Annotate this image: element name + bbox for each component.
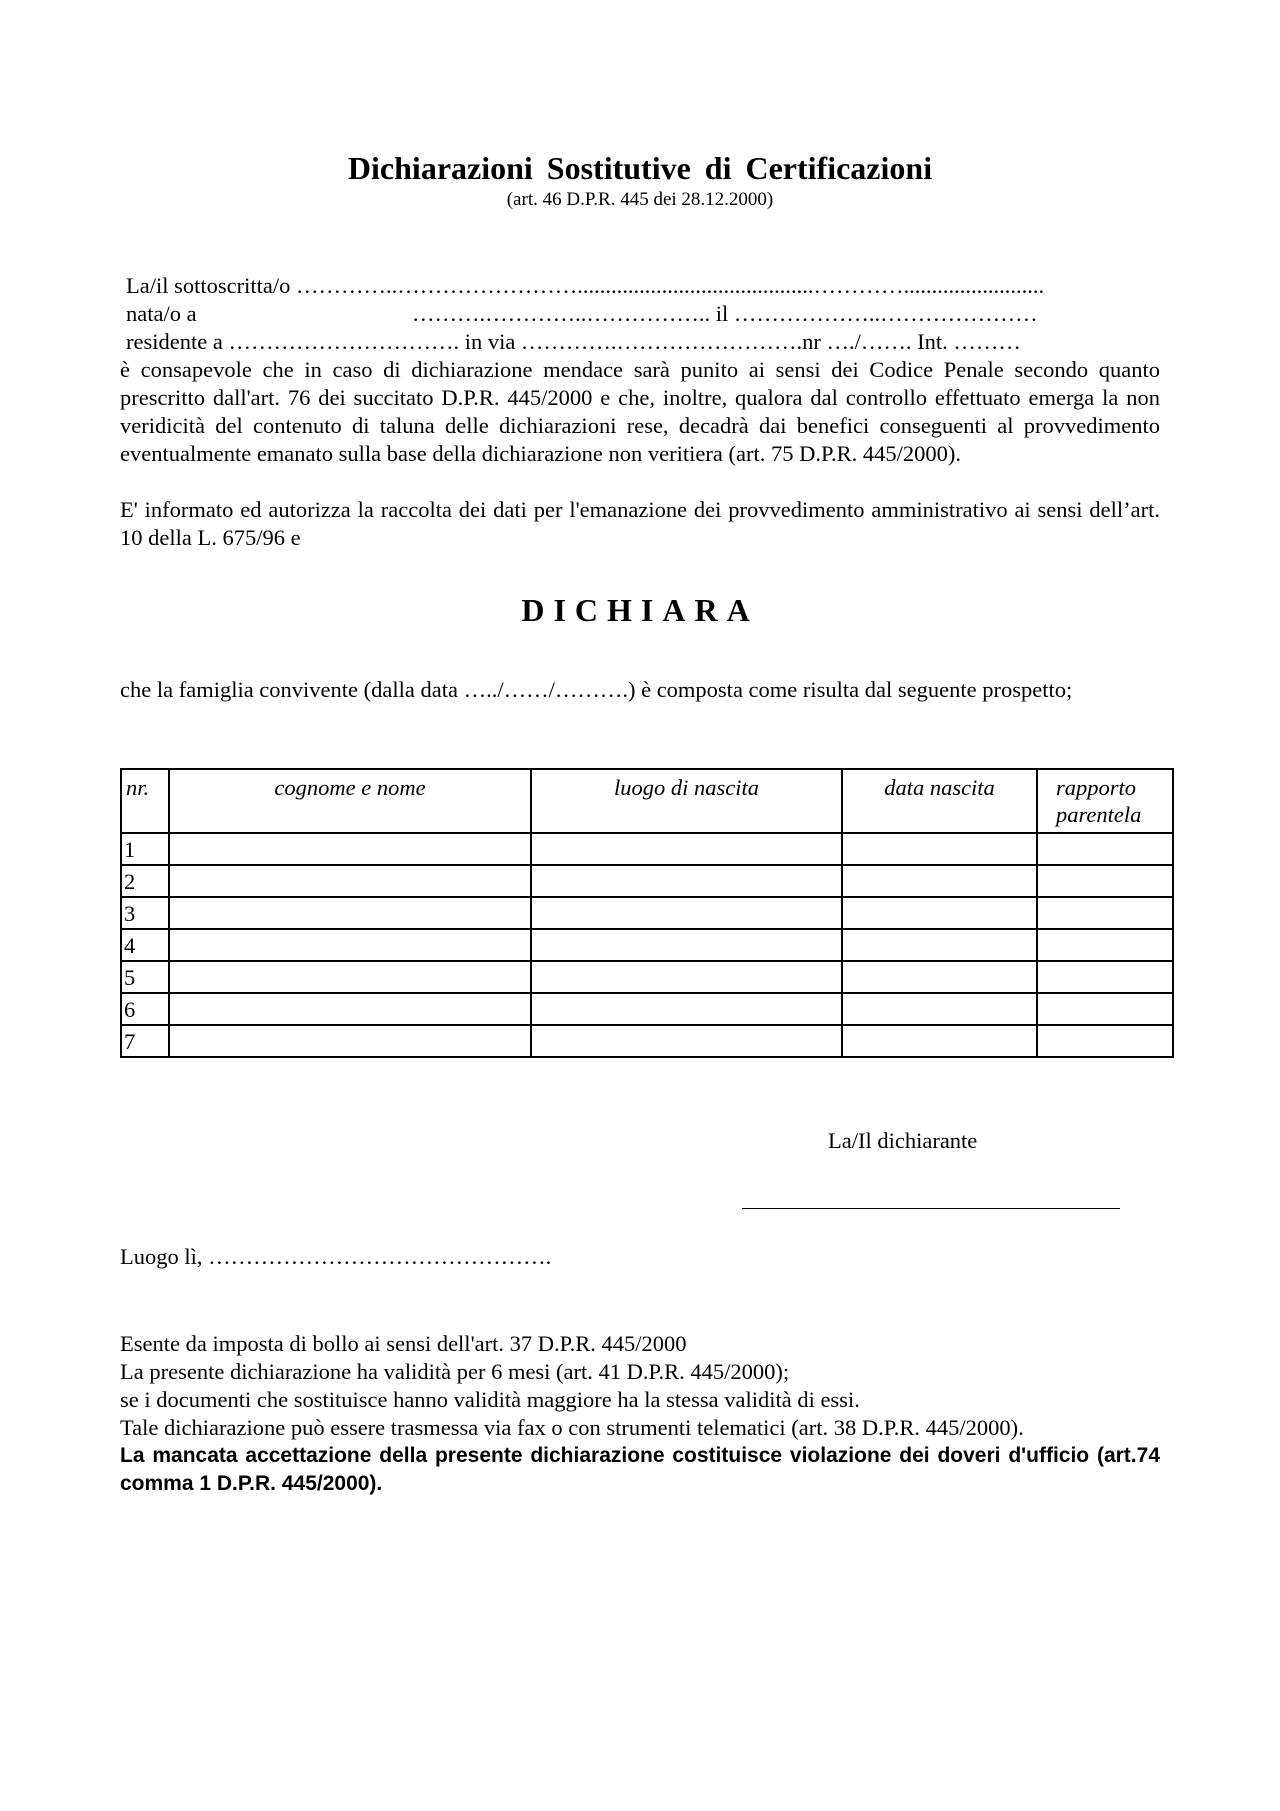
row-number: 4 xyxy=(121,929,169,961)
declaration-paragraph: è consapevole che in caso di dichiarazione mendace sarà punito ai sensi dei Codice Penale secondo quanto prescritto dall'art. 76 dei succitato D.P.R. 445/2000 e che, inoltre, qualora dal controllo effettuato emerga la non veridicità del contenuto di taluna delle dichiarazioni rese, decadrà dai benefici conseguenti al provvedimento eventualmente emanato sulla base della dichiarazione non veritiera (art. 75 D.P.R. 445/2000). xyxy=(120,357,1160,466)
family-table xyxy=(120,768,1174,1058)
cell-data-nascita[interactable] xyxy=(842,961,1037,993)
notes-section xyxy=(120,1330,1160,1498)
cell-data-nascita[interactable] xyxy=(842,865,1037,897)
cell-cognome-nome[interactable] xyxy=(169,961,531,993)
table-row xyxy=(121,993,1173,1025)
row-number: 1 xyxy=(121,833,169,865)
table-row xyxy=(121,929,1173,961)
cell-data-nascita[interactable] xyxy=(842,833,1037,865)
table-row xyxy=(121,1025,1173,1057)
note-documenti: se i documenti che sostituisce hanno validità maggiore ha la stessa validità di essi. xyxy=(120,1387,860,1412)
row-number: 7 xyxy=(121,1025,169,1057)
note-trasmissione: Tale dichiarazione può essere trasmessa via fax o con strumenti telematici (art. 38 D.P.R. 445/2000). xyxy=(120,1415,1024,1440)
cell-rapporto-parentela[interactable] xyxy=(1037,961,1173,993)
note-bollo: Esente da imposta di bollo ai sensi dell'art. 37 D.P.R. 445/2000 xyxy=(120,1331,687,1356)
cell-rapporto-parentela[interactable] xyxy=(1037,897,1173,929)
document-title: Dichiarazioni Sostitutive di Certificazioni xyxy=(347,150,933,186)
place-date-line: Luogo lì, ………………………………………. xyxy=(120,1244,552,1269)
privacy-paragraph: E' informato ed autorizza la raccolta dei dati per l'emanazione dei provvedimento amministrativo ai sensi dell’art. 10 della L. 675/96 e xyxy=(120,497,1160,550)
field-line-residente: residente a …………………………. in via ………….…………………….nr …./……. Int. ……… xyxy=(126,329,1021,354)
cell-rapporto-parentela[interactable] xyxy=(1037,929,1173,961)
cell-data-nascita[interactable] xyxy=(842,993,1037,1025)
cell-luogo-nascita[interactable] xyxy=(531,1025,842,1057)
cell-cognome-nome[interactable] xyxy=(169,929,531,961)
family-intro-paragraph: che la famiglia convivente (dalla data …../……/……….) è composta come risulta dal seguente prospetto; xyxy=(120,677,1073,702)
table-header-row xyxy=(121,769,1173,833)
cell-luogo-nascita[interactable] xyxy=(531,961,842,993)
cell-rapporto-parentela[interactable] xyxy=(1037,833,1173,865)
cell-data-nascita[interactable] xyxy=(842,897,1037,929)
note-mancata-accettazione: La mancata accettazione della presente dichiarazione costituisce violazione dei doveri d'ufficio (art.74 comma 1 D.P.R. 445/2000). xyxy=(120,1444,1160,1495)
cell-luogo-nascita[interactable] xyxy=(531,897,842,929)
row-number: 3 xyxy=(121,897,169,929)
cell-cognome-nome[interactable] xyxy=(169,833,531,865)
column-header-rapporto-parentela: rapporto parentela xyxy=(1037,769,1173,833)
table-row xyxy=(121,897,1173,929)
note-validita: La presente dichiarazione ha validità per 6 mesi (art. 41 D.P.R. 445/2000); xyxy=(120,1359,790,1384)
cell-rapporto-parentela[interactable] xyxy=(1037,993,1173,1025)
cell-cognome-nome[interactable] xyxy=(169,993,531,1025)
cell-luogo-nascita[interactable] xyxy=(531,929,842,961)
cell-rapporto-parentela[interactable] xyxy=(1037,1025,1173,1057)
field-line-nata-label: nata/o a xyxy=(126,301,197,326)
cell-data-nascita[interactable] xyxy=(842,929,1037,961)
field-line-nata-dots: ……….…………..…………….. il ………………..………………… xyxy=(412,301,1038,326)
column-header-nr: nr. xyxy=(121,769,169,833)
dichiara-heading: DICHIARA xyxy=(521,592,759,628)
cell-rapporto-parentela[interactable] xyxy=(1037,865,1173,897)
signature-line[interactable] xyxy=(742,1208,1120,1209)
cell-luogo-nascita[interactable] xyxy=(531,993,842,1025)
row-number: 5 xyxy=(121,961,169,993)
document-subtitle: (art. 46 D.P.R. 445 dei 28.12.2000) xyxy=(506,189,774,210)
cell-data-nascita[interactable] xyxy=(842,1025,1037,1057)
signature-label: La/Il dichiarante xyxy=(828,1128,978,1153)
table-row xyxy=(121,865,1173,897)
cell-luogo-nascita[interactable] xyxy=(531,865,842,897)
cell-luogo-nascita[interactable] xyxy=(531,833,842,865)
row-number: 6 xyxy=(121,993,169,1025)
column-header-data-nascita: data nascita xyxy=(842,769,1037,833)
column-header-luogo-nascita: luogo di nascita xyxy=(531,769,842,833)
cell-cognome-nome[interactable] xyxy=(169,897,531,929)
column-header-cognome-nome: cognome e nome xyxy=(169,769,531,833)
table-row xyxy=(121,833,1173,865)
cell-cognome-nome[interactable] xyxy=(169,865,531,897)
table-row xyxy=(121,961,1173,993)
cell-cognome-nome[interactable] xyxy=(169,1025,531,1057)
field-line-sottoscritto: La/il sottoscritta/o …………..……………………..........................................…………......................... xyxy=(126,273,1045,298)
row-number: 2 xyxy=(121,865,169,897)
